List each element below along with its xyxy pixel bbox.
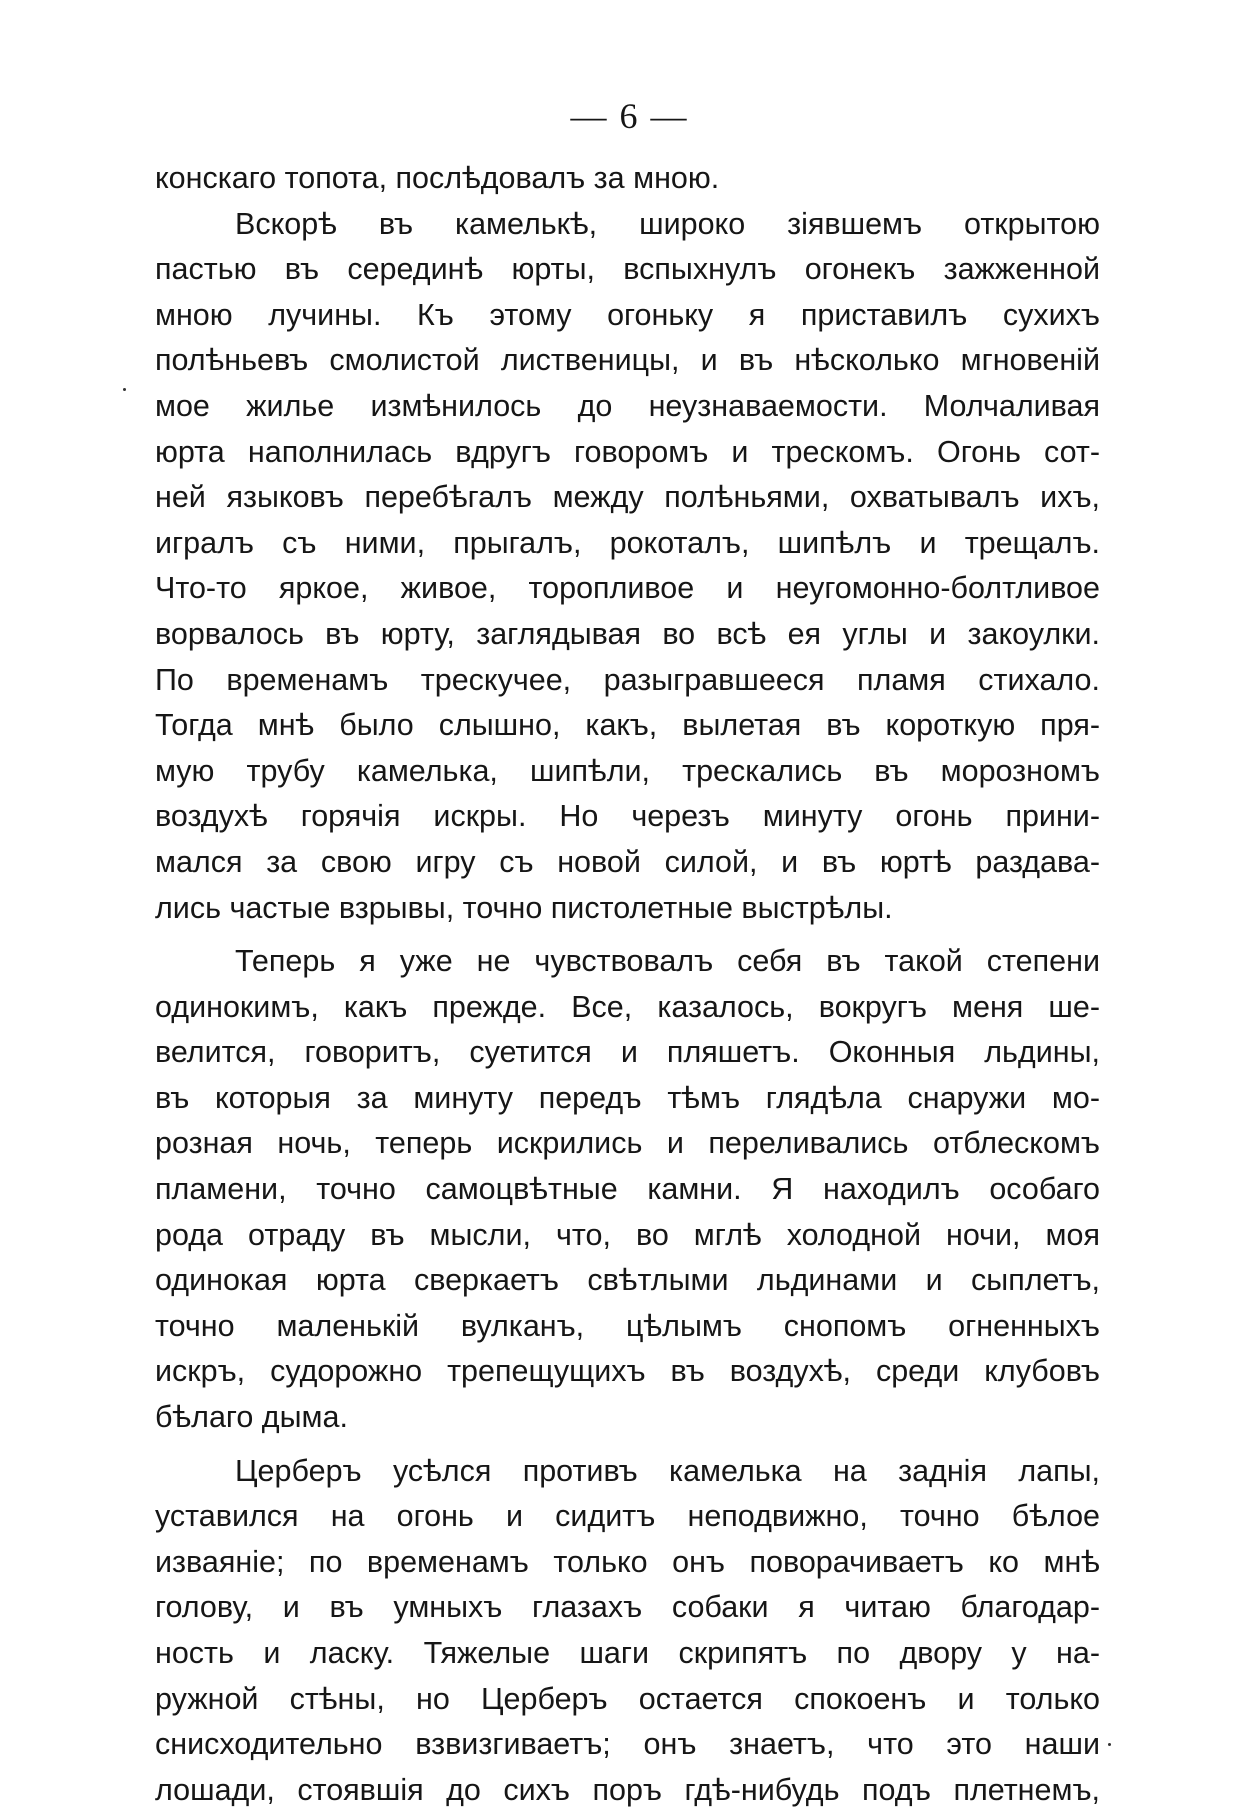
text-line: изваяніе; по временамъ только онъ поворачиваетъ ко мнѣ [155, 1544, 1100, 1579]
page-number: — 6 — [570, 96, 689, 136]
text-line: пламени, точно самоцвѣтные камни. Я находилъ особаго [155, 1172, 1100, 1207]
text-line: ность и ласку. Тяжелые шаги скрипятъ по двору у на- [155, 1636, 1100, 1670]
text-line: уставился на огонь и сидитъ неподвижно, точно бѣлое [155, 1499, 1100, 1534]
text-line: конскаго топота, послѣдовалъ за мною. [155, 161, 720, 195]
text-line: розная ночь, теперь искрились и переливались отблескомъ [155, 1126, 1100, 1161]
text-line: бѣлаго дыма. [155, 1400, 348, 1435]
text-line: одинокая юрта сверкаетъ свѣтлыми льдинами и сыплетъ, [155, 1263, 1100, 1298]
text-line: полѣньевъ смолистой лиственицы, и въ нѣсколько мгновеній [155, 343, 1100, 378]
text-line: Тогда мнѣ было слышно, какъ, вылетая въ короткую пря- [155, 708, 1100, 743]
scan-speck [1108, 1743, 1111, 1746]
text-line: мое жилье измѣнилось до неузнаваемости. Молчаливая [155, 388, 1100, 423]
text-line: пастью въ серединѣ юрты, вспыхнулъ огонекъ зажженной [155, 252, 1100, 287]
text-line: Теперь я уже не чувствовалъ себя въ такой степени [235, 944, 1100, 979]
text-line: лись частые взрывы, точно пистолетные выстрѣлы. [155, 890, 893, 925]
text-line: По временамъ трескучее, разыгравшееся пламя стихало. [155, 662, 1100, 697]
paragraph-gap [155, 931, 1100, 939]
text-line: голову, и въ умныхъ глазахъ собаки я читаю благодар- [155, 1590, 1100, 1625]
text-line: мною лучины. Къ этому огоньку я приставилъ сухихъ [155, 297, 1100, 332]
text-line: точно маленькій вулканъ, цѣлымъ снопомъ огненныхъ [155, 1308, 1100, 1343]
text-line: ружной стѣны, но Церберъ остается спокоенъ и только [155, 1681, 1100, 1716]
text-line: игралъ съ ними, прыгалъ, рокоталъ, шипѣлъ и трещалъ. [155, 525, 1100, 560]
text-line: воздухѣ горячія искры. Но черезъ минуту огонь прини- [155, 799, 1100, 834]
page-text [155, 156, 1100, 1813]
text-line: мую трубу камелька, шипѣли, трескались въ морозномъ [155, 753, 1100, 788]
text-line: Что-то яркое, живое, торопливое и неугомонно-болтливое [155, 571, 1100, 606]
text-line: ворвалось въ юрту, заглядывая во всѣ ея углы и закоулки. [155, 616, 1100, 651]
text-line: мался за свою игру съ новой силой, и въ юртѣ раздава- [155, 844, 1100, 879]
text-line: Церберъ усѣлся противъ камелька на заднія лапы, [235, 1453, 1100, 1488]
paragraph-gap [155, 1441, 1100, 1449]
text-line: въ которыя за минуту передъ тѣмъ глядѣла снаружи мо- [155, 1080, 1100, 1115]
text-line: рода отраду въ мысли, что, во мглѣ холодной ночи, моя [155, 1217, 1100, 1252]
text-line: лошади, стоявшія до сихъ поръ гдѣ-нибудь подъ плетнемъ, [155, 1772, 1100, 1807]
text-line: Вскорѣ въ камелькѣ, широко зіявшемъ открытою [235, 206, 1100, 241]
text-line: юрта наполнилась вдругъ говоромъ и трескомъ. Огонь сот- [155, 434, 1100, 469]
text-line: искръ, судорожно трепещущихъ въ воздухѣ, среди клубовъ [155, 1354, 1100, 1389]
text-line: одинокимъ, какъ прежде. Все, казалось, вокругъ меня ше- [155, 989, 1100, 1024]
scan-speck [123, 388, 126, 391]
text-line: велится, говоритъ, суетится и пляшетъ. Оконныя льдины, [155, 1035, 1100, 1070]
text-line: ней языковъ перебѣгалъ между полѣньями, охватывалъ ихъ, [155, 480, 1100, 515]
text-line: снисходительно взвизгиваетъ; онъ знаетъ, что это наши [155, 1727, 1100, 1762]
